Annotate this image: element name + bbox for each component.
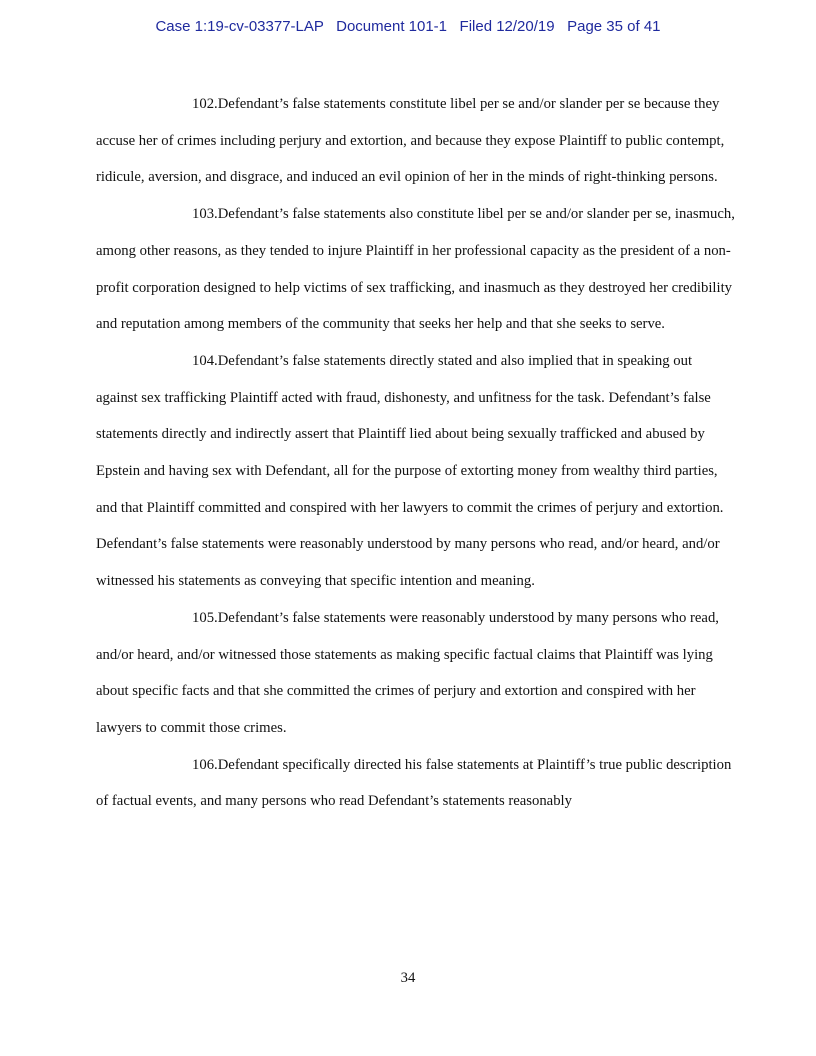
paragraph-text: Defendant specifically directed his false statements at Plaintiff’s true public description of factual events, and many persons who read Defendant’s statements reasonably (96, 756, 732, 810)
paragraph-106 (96, 747, 736, 820)
paragraph-number: 106. (192, 756, 218, 773)
paragraph-text: Defendant’s false statements constitute libel per se and/or slander per se because they accuse her of crimes including perjury and extortion, and because they expose Plaintiff to public contempt, ridicule, aversion, and disgrace, and induced an evil opinion of her in the minds of right-thinking persons. (96, 96, 725, 186)
paragraph-102 (96, 86, 736, 196)
page-number: 34 (400, 970, 416, 986)
paragraph-text: Defendant’s false statements were reasonably understood by many persons who read, and/or heard, and/or witnessed those statements as making specific factual claims that Plaintiff was lying about specific facts and that she committed the crimes of perjury and extortion and conspired with her lawyers to commit those crimes. (96, 609, 719, 736)
paragraph-number: 104. (192, 352, 218, 369)
paragraph-103 (96, 196, 736, 343)
paragraph-104 (96, 343, 736, 600)
paragraph-number: 103. (192, 206, 218, 223)
paragraph-105 (96, 600, 736, 747)
paragraph-number: 102. (192, 96, 218, 112)
paragraph-text: Defendant’s false statements directly stated and also implied that in speaking out against sex trafficking Plaintiff acted with fraud, dishonesty, and unfitness for the task. Defendant’s false statements directly and indirectly assert that Plaintiff lied about being sexually trafficked and abused by Epstein and having sex with Defendant, all for the purpose of extorting money from wealthy third parties, and that Plaintiff committed and conspired with her lawyers to commit the crimes of perjury and extortion. Defendant’s false statements were reasonably understood by many persons who read, and/or heard, and/or witnessed his statements as conveying that specific intention and meaning. (96, 352, 724, 590)
case-header: Case 1:19-cv-03377-LAP Document 101-1 Filed 12/20/19 Page 35 of 41 (155, 18, 661, 35)
paragraph-text: Defendant’s false statements also constitute libel per se and/or slander per se, inasmuch, among other reasons, as they tended to injure Plaintiff in her professional capacity as the president of a non-profit corporation designed to help victims of sex trafficking, and inasmuch as they destroyed her credibility and reputation among members of the community that seeks her help and that she seeks to serve. (96, 206, 735, 333)
document-body (96, 86, 736, 820)
paragraph-number: 105. (192, 609, 218, 626)
